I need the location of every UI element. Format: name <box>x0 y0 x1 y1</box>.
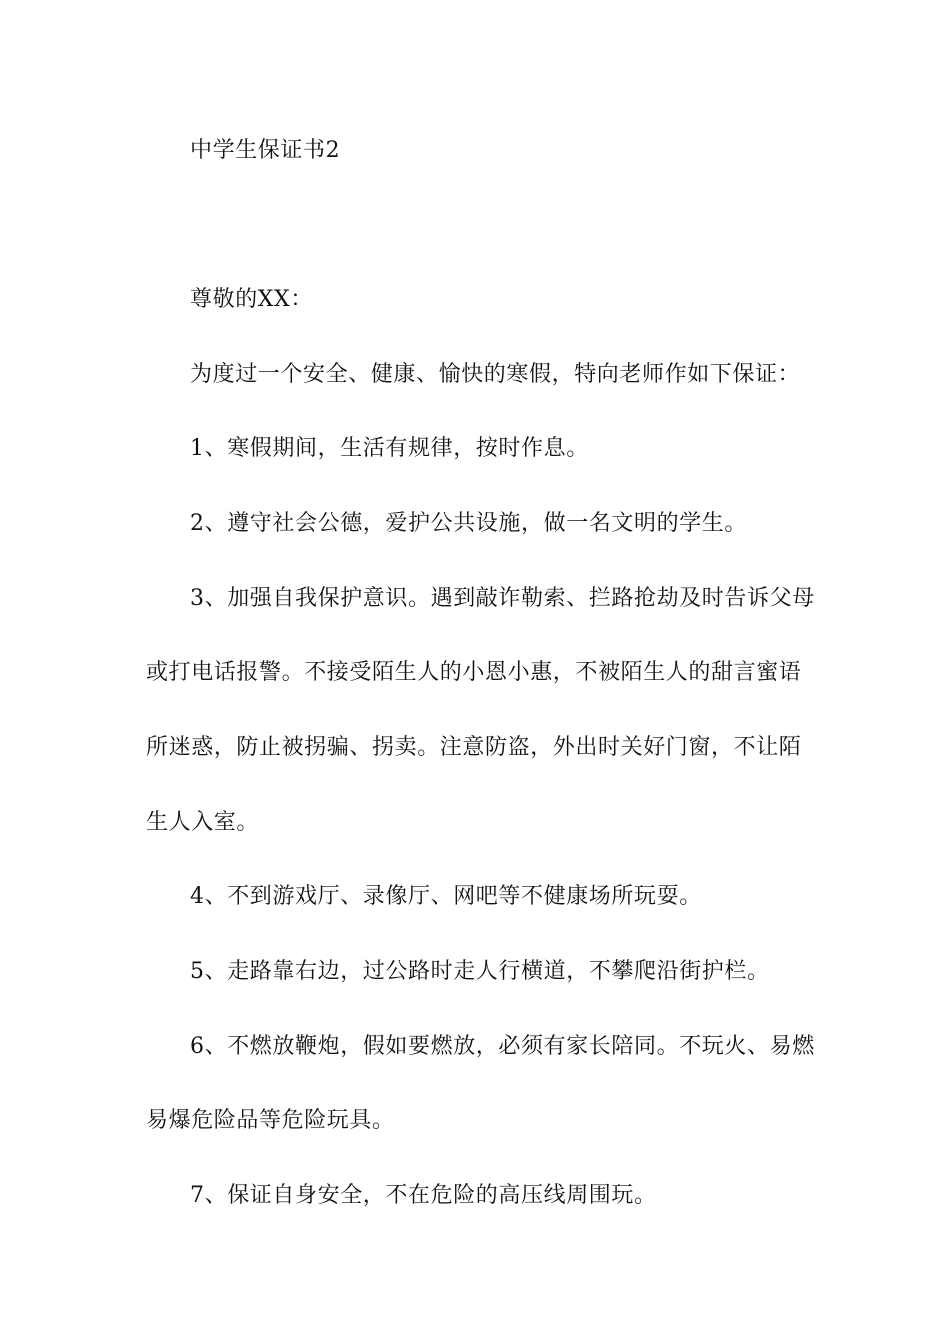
item-3-line-2: 或打电话报警。不接受陌生人的小恩小惠，不被陌生人的甜言蜜语 <box>146 660 802 685</box>
item-2-line-1: 2、遵守社会公德，爱护公共设施，做一名文明的学生。 <box>190 511 747 536</box>
document-title: 中学生保证书2 <box>190 138 341 163</box>
item-3-line-4: 生人入室。 <box>146 810 260 835</box>
intro-paragraph: 为度过一个安全、健康、愉快的寒假，特向老师作如下保证： <box>190 362 801 387</box>
item-6-line-1: 6、不燃放鞭炮，假如要燃放，必须有家长陪同。不玩火、易燃 <box>190 1034 815 1059</box>
item-5-line-1: 5、走路靠右边，过公路时走人行横道，不攀爬沿街护栏。 <box>190 959 770 984</box>
item-7-line-1: 7、保证自身安全，不在危险的高压线周围玩。 <box>190 1183 657 1208</box>
item-3-line-1: 3、加强自我保护意识。遇到敲诈勒索、拦路抢劫及时告诉父母 <box>190 586 815 611</box>
item-3-line-3: 所迷惑，防止被拐骗、拐卖。注意防盗，外出时关好门窗，不让陌 <box>146 735 802 760</box>
salutation: 尊敬的XX： <box>190 287 313 312</box>
item-6-line-2: 易爆危险品等危险玩具。 <box>146 1108 395 1133</box>
item-1-line-1: 1、寒假期间，生活有规律，按时作息。 <box>190 436 589 461</box>
item-4-line-1: 4、不到游戏厅、录像厅、网吧等不健康场所玩耍。 <box>190 884 702 909</box>
